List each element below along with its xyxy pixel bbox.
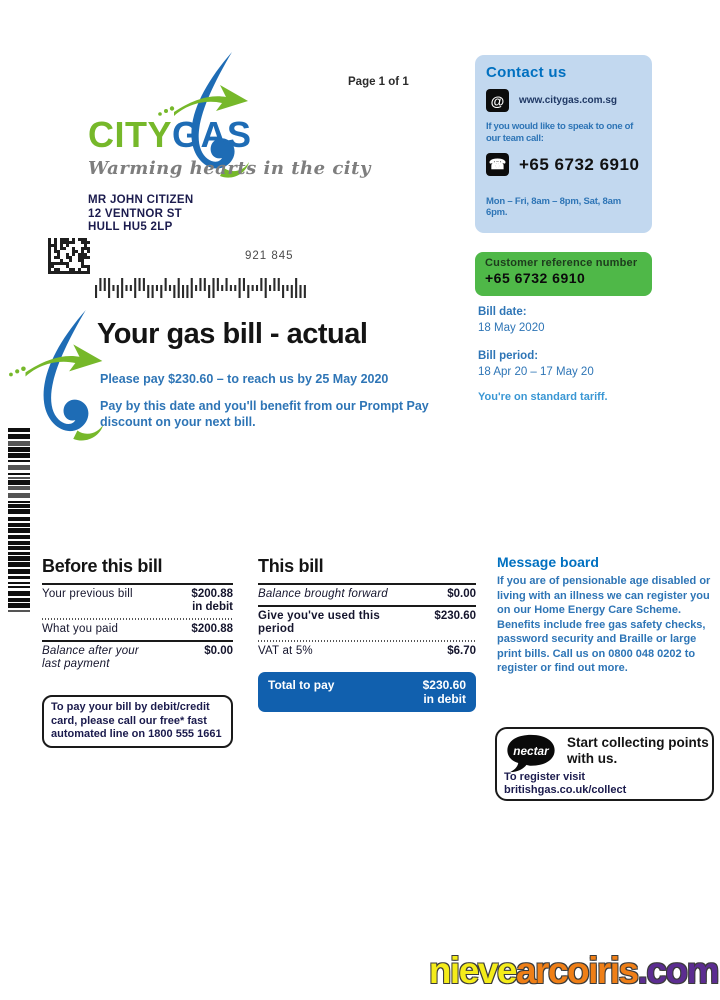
postal-barcode-icon [95,276,310,300]
row-value: $200.88 in debit [191,588,233,613]
nectar-logo-icon [503,733,559,773]
customer-reference-value: +65 6732 6910 [485,270,586,286]
table-row [42,620,233,640]
row-label: VAT at 5% [258,645,313,657]
contact-card [475,55,652,233]
nectar-register-url: britishgas.co.uk/collect [504,784,627,796]
message-board-section [497,554,713,676]
please-pay-line: Please pay $230.60 – to reach us by 25 May 2020 [100,372,389,386]
contact-team-text: If you would like to speak to one of our team call: [486,121,634,144]
row-label: What you paid [42,623,119,635]
customer-reference-box [475,252,652,296]
tariff-note: You're on standard tariff. [478,391,608,403]
message-board-body: If you are of pensionable age disabled or living with an illness we can register you on our Home Energy Care Scheme. Benefits include free gas safety checks, password security and Braille or large print bills. Call us on 0800 048 0202 to register or find out more. [497,575,711,674]
table-row [258,607,476,640]
brand-gas: GAS [172,114,252,155]
card-payment-note: To pay your bill by debit/credit card, please call our free* fast automated line on 1800 555 1661 [42,695,233,748]
datamatrix-barcode-icon [48,238,90,274]
total-value: $230.60 in debit [422,678,466,706]
recipient-address [88,194,193,235]
recipient-city: HULL HU5 2LP [88,221,173,233]
row-note: in debit [192,601,233,613]
contact-website: www.citygas.com.sg [519,95,617,106]
site-watermark: nievearcoiris.com [428,950,718,991]
table-row [258,642,476,662]
brand-city: CITY [88,114,173,155]
helpline-number: 0800 048 0202 [608,647,682,660]
nectar-headline: Start collecting points with us. [567,735,709,766]
customer-reference-label: Customer reference number [485,257,638,269]
svg-text:nectar: nectar [513,743,549,758]
bill-period-label: Bill period: [478,350,539,362]
bill-date-value: 18 May 2020 [478,322,545,334]
this-bill-title: This bill [258,556,324,576]
page-indicator: Page 1 of 1 [348,76,409,88]
total-to-pay-box [258,672,476,712]
recipient-name: MR JOHN CITIZEN [88,194,194,206]
before-bill-section [42,556,233,748]
phone-icon: ☎ [486,153,509,176]
contact-phone: +65 6732 6910 [519,154,640,174]
prompt-pay-line: Pay by this date and you'll benefit from our Prompt Pay discount on your next bill. [100,399,429,429]
row-label: Give you've used this period [258,610,380,635]
contact-title: Contact us [486,64,567,81]
page-title: Your gas bill - actual [97,318,368,350]
row-value: $0.00 [204,645,233,657]
row-label: Balance after your last payment [42,645,139,670]
contact-hours: Mon – Fri, 8am – 8pm, Sat, 8am 6pm. [486,196,621,218]
nectar-register: To register visit britishgas.co.uk/collect [504,771,627,796]
bill-period-block [478,350,594,378]
row-label: Your previous bill [42,588,133,600]
bill-period-value: 18 Apr 20 – 17 May 20 [478,366,594,378]
bill-date-label: Bill date: [478,306,527,318]
message-board-title: Message board [497,554,599,570]
brand-tagline: Warming hearts in the city [88,158,371,179]
row-value: $0.00 [447,588,476,600]
this-bill-section [258,556,476,712]
brand-wordmark [88,116,252,154]
table-row [42,585,233,618]
vertical-barcode-icon [8,428,30,618]
row-label: Balance brought forward [258,588,388,600]
total-label: Total to pay [268,678,335,692]
recipient-street: 12 VENTNOR ST [88,207,183,220]
table-row [42,642,233,675]
email-at-icon: @ [486,89,509,112]
before-bill-title: Before this bill [42,556,163,576]
table-row [258,585,476,605]
row-value: $6.70 [447,645,476,657]
mailing-code: 921 845 [245,250,294,262]
nectar-promo-box [495,727,714,801]
bill-date-block [478,306,545,334]
row-value: $200.88 [191,623,233,635]
row-value: $230.60 [434,610,476,622]
